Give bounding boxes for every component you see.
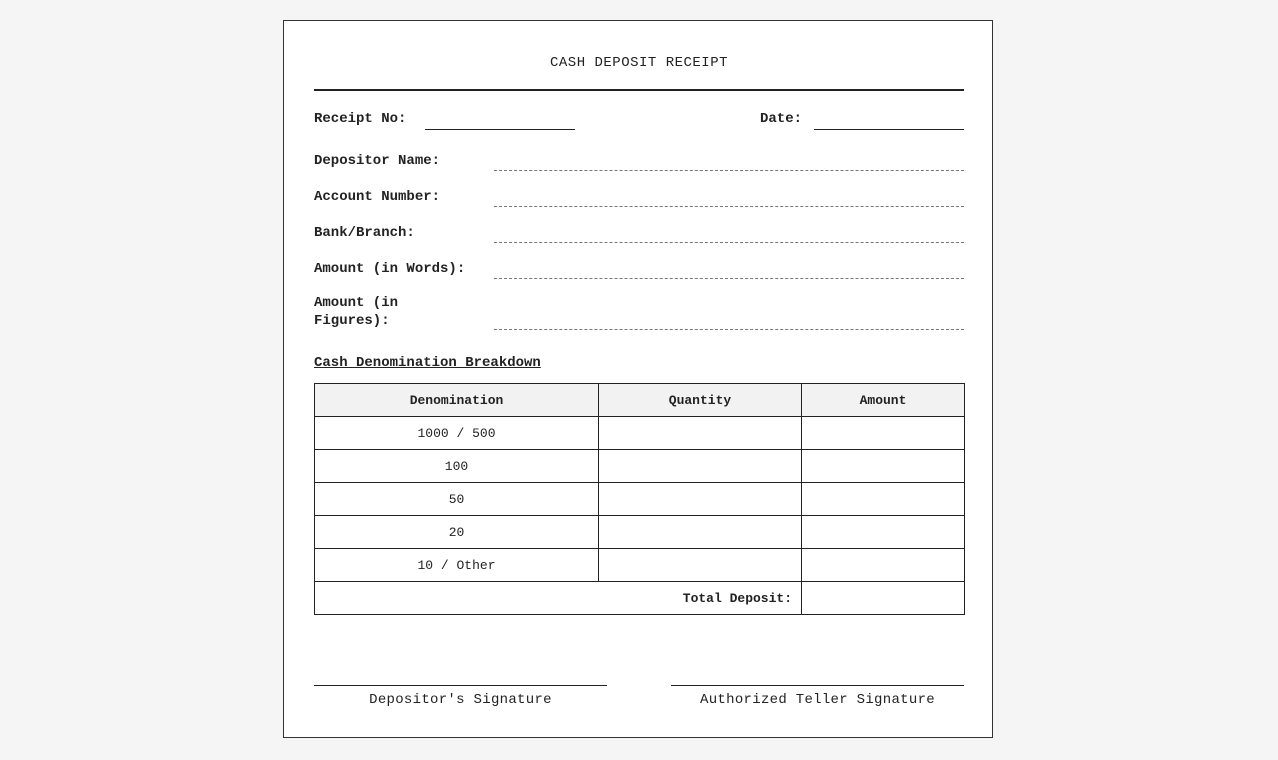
table-row xyxy=(315,516,965,549)
denomination-cell: 50 xyxy=(315,483,599,516)
amount-words-label: Amount (in Words): xyxy=(314,261,466,277)
receipt-form xyxy=(283,20,993,738)
amount-figures-label: Amount (in Figures): xyxy=(314,295,399,329)
date-label: Date: xyxy=(760,111,803,127)
amount-cell[interactable] xyxy=(802,516,965,549)
amount-cell[interactable] xyxy=(802,483,965,516)
depositor-name-field[interactable] xyxy=(494,170,964,171)
title-divider xyxy=(314,89,964,91)
quantity-cell[interactable] xyxy=(599,549,802,582)
table-row xyxy=(315,417,965,450)
date-field[interactable] xyxy=(814,129,964,130)
denomination-cell: 20 xyxy=(315,516,599,549)
table-row xyxy=(315,549,965,582)
quantity-header: Quantity xyxy=(599,384,802,417)
depositor-signature-label: Depositor's Signature xyxy=(369,692,552,708)
bank-branch-field[interactable] xyxy=(494,242,964,243)
amount-header: Amount xyxy=(802,384,965,417)
teller-signature-label: Authorized Teller Signature xyxy=(700,692,935,708)
receipt-no-field[interactable] xyxy=(425,129,575,130)
teller-signature-line[interactable] xyxy=(671,685,964,686)
total-row xyxy=(315,582,965,615)
denomination-header: Denomination xyxy=(315,384,599,417)
table-header-row xyxy=(315,384,965,417)
quantity-cell[interactable] xyxy=(599,483,802,516)
breakdown-title: Cash Denomination Breakdown xyxy=(314,355,541,371)
account-number-label: Account Number: xyxy=(314,189,441,205)
total-deposit-cell[interactable] xyxy=(802,582,965,615)
amount-cell[interactable] xyxy=(802,450,965,483)
bank-branch-label: Bank/Branch: xyxy=(314,225,415,241)
quantity-cell[interactable] xyxy=(599,516,802,549)
amount-cell[interactable] xyxy=(802,417,965,450)
quantity-cell[interactable] xyxy=(599,450,802,483)
depositor-signature-line[interactable] xyxy=(314,685,607,686)
account-number-field[interactable] xyxy=(494,206,964,207)
table-row xyxy=(315,483,965,516)
denomination-cell: 100 xyxy=(315,450,599,483)
amount-words-field[interactable] xyxy=(494,278,964,279)
amount-cell[interactable] xyxy=(802,549,965,582)
depositor-name-label: Depositor Name: xyxy=(314,153,441,169)
amount-figures-field[interactable] xyxy=(494,329,964,330)
denomination-cell: 10 / Other xyxy=(315,549,599,582)
table-row xyxy=(315,450,965,483)
receipt-no-label: Receipt No: xyxy=(314,111,407,127)
receipt-title: CASH DEPOSIT RECEIPT xyxy=(549,55,729,71)
quantity-cell[interactable] xyxy=(599,417,802,450)
denomination-cell: 1000 / 500 xyxy=(315,417,599,450)
total-deposit-label: Total Deposit: xyxy=(315,582,802,615)
denomination-table xyxy=(314,383,965,615)
